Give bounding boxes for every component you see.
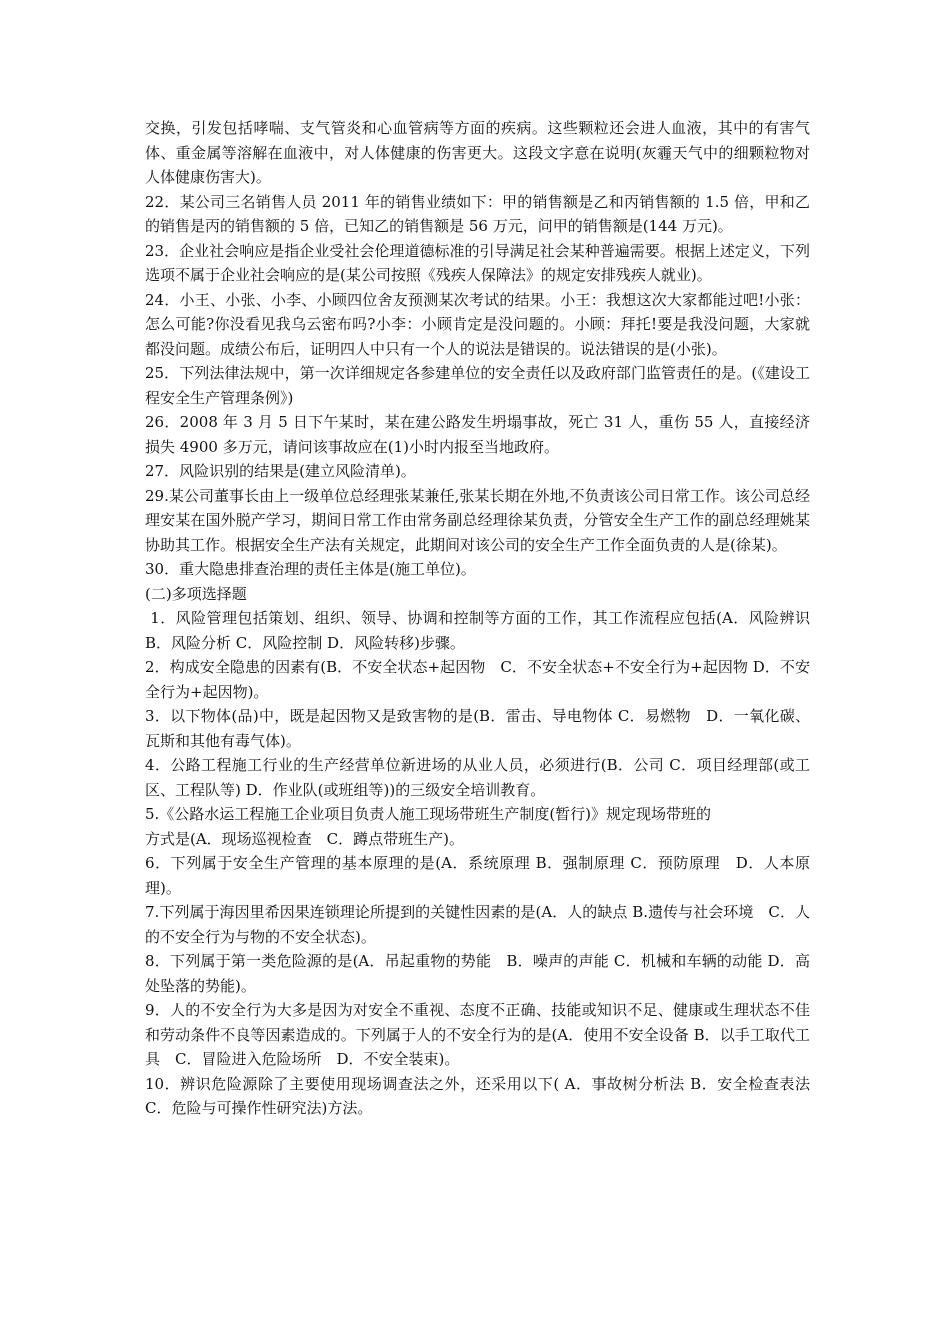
question-23: 23．企业社会响应是指企业受社会伦理道德标准的引导满足社会某种普遍需要。根据上述定义，下列选项不属于企业社会响应的是(某公司按照《残疾人保障法》的规定安排残疾人就业)。 bbox=[145, 241, 810, 284]
multi-question-2: 2．构成安全隐患的因素有(B．不安全状态+起因物 C．不安全状态+不安全行为+起因物 D．不安全行为+起因物)。 bbox=[145, 658, 810, 701]
question-29: 29.某公司董事长由上一级单位总经理张某兼任,张某长期在外地,不负责该公司日常工作。该公司总经理安某在国外脱产学习，期间日常工作由常务副总经理徐某负责，分管安全生产工作的副总经理姚某协助其工作。根据安全生产法有关规定，此期间对该公司的安全生产工作全面负责的人是(徐某)。 bbox=[145, 486, 810, 554]
question-24: 24．小王、小张、小李、小顾四位舍友预测某次考试的结果。小王：我想这次大家都能过吧!小张：怎么可能?你没看见我乌云密布吗?小李：小顾肯定是没问题的。小顾：拜托!要是我没问题，大家就都没问题。成绩公布后，证明四人中只有一个人的说法是错误的。说法错误的是(小张)。 bbox=[145, 290, 810, 358]
multi-question-1: 1．风险管理包括策划、组织、领导、协调和控制等方面的工作，其工作流程应包括(A．风险辨识 B．风险分析 C．风险控制 D．风险转移)步骤。 bbox=[145, 609, 815, 652]
multi-question-3: 3．以下物体(品)中，既是起因物又是致害物的是(B．雷击、导电物体 C．易燃物 D．一氧化碳、瓦斯和其他有毒气体)。 bbox=[145, 707, 810, 750]
document-body bbox=[145, 116, 815, 1121]
multi-question-8: 8．下列属于第一类危险源的是(A．吊起重物的势能 B．噪声的声能 C．机械和车辆的动能 D．高处坠落的势能)。 bbox=[145, 952, 810, 995]
multi-question-4: 4．公路工程施工行业的生产经营单位新进场的从业人员，必须进行(B．公司 C．项目经理部(或工区、工程队等) D．作业队(或班组等))的三级安全培训教育。 bbox=[145, 756, 810, 799]
question-22: 22．某公司三名销售人员 2011 年的销售业绩如下：甲的销售额是乙和丙销售额的 1.5 倍，甲和乙的销售是丙的销售额的 5 倍，已知乙的销售额是 56 万元，问甲的销售额是(144 万元)。 bbox=[145, 192, 810, 235]
multi-question-6: 6．下列属于安全生产管理的基本原理的是(A．系统原理 B．强制原理 C．预防原理 D．人本原理)。 bbox=[145, 854, 810, 897]
multi-question-10: 10．辨识危险源除了主要使用现场调查法之外，还采用以下( A．事故树分析法 B．安全检查表法 C．危险与可操作性研究法)方法。 bbox=[145, 1074, 815, 1117]
question-25: 25．下列法律法规中，第一次详细规定各参建单位的安全责任以及政府部门监管责任的是。(《建设工程安全生产管理条例》) bbox=[145, 364, 810, 407]
multi-question-7: 7.下列属于海因里希因果连锁理论所提到的关键性因素的是(A．人的缺点 B.遗传与社会环境 C．人的不安全行为与物的不安全状态)。 bbox=[145, 903, 810, 946]
paragraph-intro-continuation: 交换，引发包括哮喘、支气管炎和心血管病等方面的疾病。这些颗粒还会进人血液，其中的有害气体、重金属等溶解在血液中，对人体健康的伤害更大。这段文字意在说明(灰霾天气中的细颗粒物对人体健康伤害大)。 bbox=[145, 119, 810, 186]
question-26: 26．2008 年 3 月 5 日下午某时，某在建公路发生坍塌事故，死亡 31 人，重伤 55 人，直接经济损失 4900 多万元，请问该事故应在(1)小时内报至当地政府。 bbox=[145, 413, 810, 456]
multi-question-5: 5.《公路水运工程施工企业项目负责人施工现场带班生产制度(暂行)》规定现场带班的 方式是(A．现场巡视检查 C．蹲点带班生产)。 bbox=[145, 805, 712, 848]
question-30: 30．重大隐患排查治理的责任主体是(施工单位)。 bbox=[145, 560, 476, 578]
section-heading-multiple-choice: (二)多项选择题 bbox=[145, 584, 247, 603]
question-27: 27．风险识别的结果是(建立风险清单)。 bbox=[145, 462, 416, 480]
multi-question-9: 9．人的不安全行为大多是因为对安全不重视、态度不正确、技能或知识不足、健康或生理状态不佳和劳动条件不良等因素造成的。下列属于人的不安全行为的是(A．使用不安全设备 B．以手工取代工具 C．冒险进入危险场所 D．不安全装束)。 bbox=[145, 1001, 810, 1068]
